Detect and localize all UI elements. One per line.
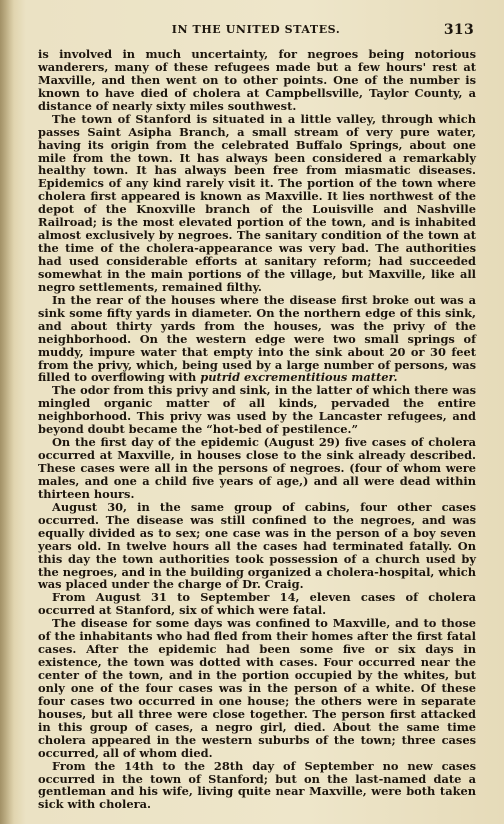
paragraph: The odor from this privy and sink, in the latter of which there was mingled organic matter of all kinds, pervaded the entire neighborhood. This privy was used by the Lancaster refugees, and beyond doubt became the “hot-bed of pestilence.” [38,383,476,437]
paragraph: The town of Stanford is situated in a little valley, through which passes Saint Asipha Branch, a small stream of very pure water, having its origin from the celebrated Buffalo Springs, about one mile from the town. It has always been considered a remarkably healthy town. It has always been free from miasmatic diseases. Epidemics of any kind rarely visit it. The portion of the town where cholera first appeared is known as Maxville. It lies northwest of the depot of the Knoxville branch of the Louisville and Nashville Railroad; is the most elevated portion of the town, and is inhabited almost exclusively by negroes. The sanitary condition of the town at the time of the cholera-appearance was very bad. The authorities had used considerable efforts at sanitary reform; had succeeded somewhat in the main portions of the village, but Maxville, like all negro settlements, remained filthy. [38,111,476,294]
page-number: 313 [443,22,474,38]
paragraph [38,294,476,385]
paragraph: From the 14th to the 28th day of September no new cases occurred in the town of Stanford; but on the last-named date a gentleman and his wife, living quite near Maxville, were both taken sick with cholera. [38,758,476,812]
paragraph: is involved in much uncertainty, for negroes being notorious wanderers, many of these refugees made but a few hours' rest at Maxville, and then went on to other points. One of the number is known to have died of cholera at Campbellsville, Taylor County, a distance of nearly sixty miles southwest. [38,47,476,113]
running-header [38,22,474,38]
italic-phrase: putrid excrementitious matter. [200,370,398,385]
paragraph: August 30, in the same group of cabins, four other cases occurred. The disease was still confined to the negroes, and was equally divided as to sex; one case was in the person of a boy seven years old. In twelve hours all the cases had terminated fatally. On this day the town authorities took possession of a church used by the negroes, and in the building organized a cholera-hospital, which was placed under the charge of Dr. Craig. [38,499,476,592]
paragraph: On the first day of the epidemic (August 29) five cases of cholera occurred at Maxville, in houses close to the sink already described. These cases were all in the persons of negroes. (four of whom were males, and one a child five years of age,) and all were dead within thirteen hours. [38,435,476,501]
paragraph-text: In the rear of the houses where the disease first broke out was a sink some fifty yards in diameter. On the northern edge of this sink, and about thirty yards from the houses, was the privy of the neighborhood. On the western edge were two small springs of muddy, impure water that empty into the sink about 20 or 30 feet from the privy, which, being used by a large number of persons, was filled to overflowing with [38,292,476,385]
body-text [38,48,476,811]
paragraph: From August 31 to September 14, eleven cases of cholera occurred at Stanford, six of which were fatal. [38,590,476,618]
paragraph: The disease for some days was confined to Maxville, and to those of the inhabitants who had fled from their homes after the first fatal cases. After the epidemic had been some five or six days in existence, the town was dotted with cases. Four occurred near the center of the town, and in the portion occupied by the whites, but only one of the four cases was in the person of a white. Of these four cases two occurred in one house; the others were in separate houses, but all three were close together. The person first attacked in this group of cases, a negro girl, died. About the same time cholera appeared in the western suburbs of the town; three cases occurred, all of whom died. [38,616,476,760]
running-title: IN THE UNITED STATES. [171,23,341,36]
binding-shadow [0,0,14,824]
